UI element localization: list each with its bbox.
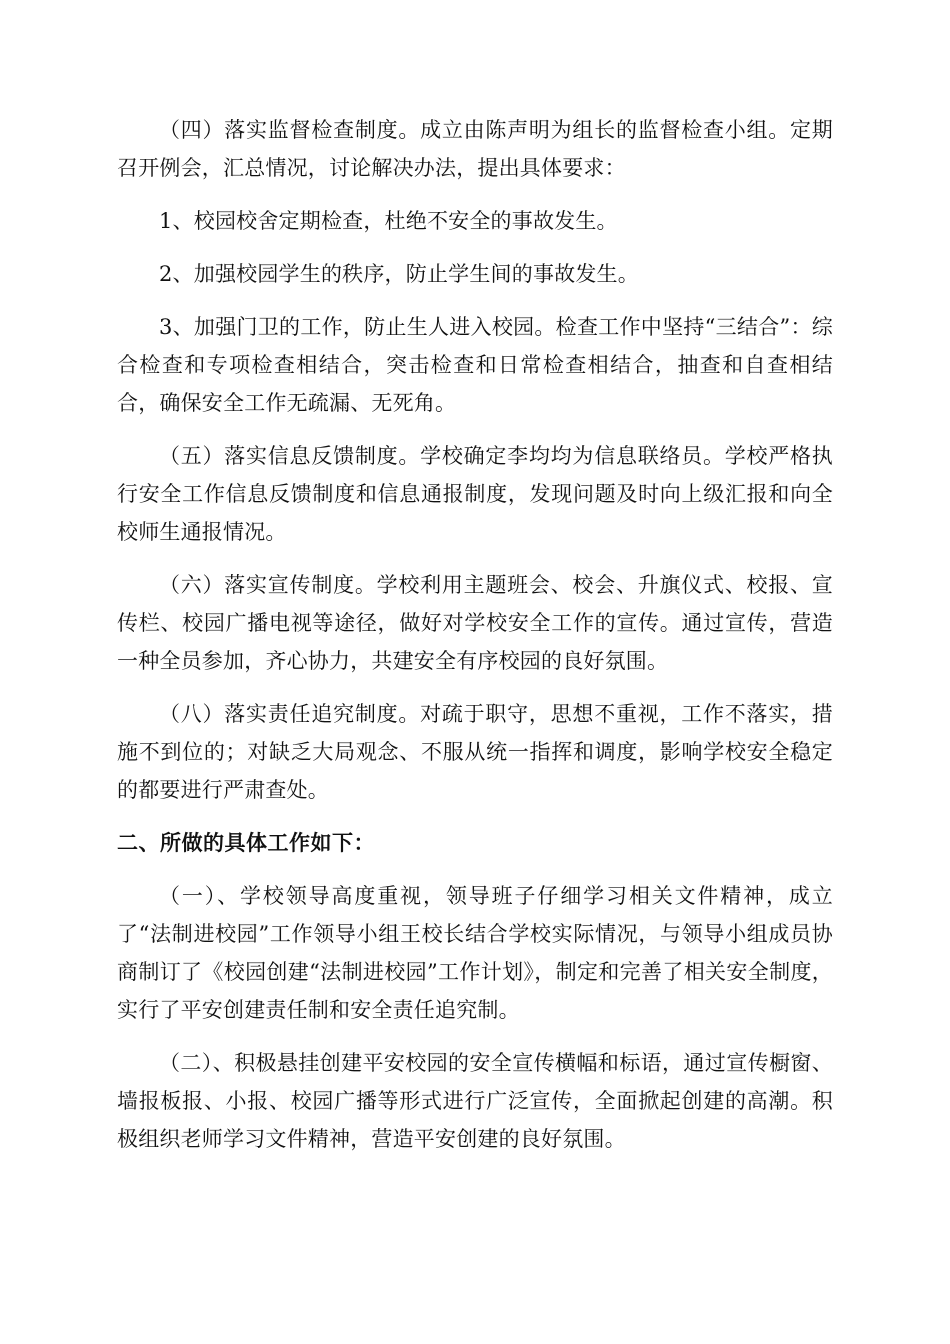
section-heading: 二、所做的具体工作如下： bbox=[117, 831, 375, 855]
list-item-campus-inspection: 1、校园校舍定期检查，杜绝不安全的事故发生。 bbox=[159, 209, 618, 233]
paragraph-leadership: （一）、学校领导高度重视，领导班子仔细学习相关文件精神，成立了“法制进校园”工作领导小组王校长结合学校实际情况，与领导小组成员协商制订了《校园创建“法制进校园”工作计划》，制定和完善了相关安全制度，实行了平安创建责任制和安全责任追究制。 bbox=[117, 884, 833, 1022]
paragraph-feedback-system: （五）落实信息反馈制度。学校确定李均均为信息联络员。学校严格执行安全工作信息反馈制度和信息通报制度，发现问题及时向上级汇报和向全校师生通报情况。 bbox=[117, 444, 833, 544]
paragraph-supervision-system: （四）落实监督检查制度。成立由陈声明为组长的监督检查小组。定期召开例会，汇总情况，讨论解决办法，提出具体要求： bbox=[117, 118, 833, 180]
document-body bbox=[117, 111, 833, 1158]
paragraph-accountability-system: （八）落实责任追究制度。对疏于职守，思想不重视，工作不落实，措施不到位的；对缺乏大局观念、不服从统一指挥和调度，影响学校安全稳定的都要进行严肃查处。 bbox=[117, 702, 833, 802]
paragraph-publicity-banners: （二）、积极悬挂创建平安校园的安全宣传横幅和标语，通过宣传橱窗、墙报板报、小报、校园广播等形式进行广泛宣传，全面掀起创建的高潮。积极组织老师学习文件精神，营造平安创建的良好氛围。 bbox=[117, 1051, 833, 1151]
list-item-student-order: 2、加强校园学生的秩序，防止学生间的事故发生。 bbox=[159, 262, 639, 286]
paragraph-publicity-system: （六）落实宣传制度。学校利用主题班会、校会、升旗仪式、校报、宣传栏、校园广播电视等途径，做好对学校安全工作的宣传。通过宣传，营造一种全员参加，齐心协力，共建安全有序校园的良好氛围。 bbox=[117, 573, 833, 673]
list-item-gate-security: 3、加强门卫的工作，防止生人进入校园。检查工作中坚持“三结合”：综合检查和专项检查相结合，突击检查和日常检查相结合，抽查和自查相结合，确保安全工作无疏漏、无死角。 bbox=[117, 315, 833, 415]
